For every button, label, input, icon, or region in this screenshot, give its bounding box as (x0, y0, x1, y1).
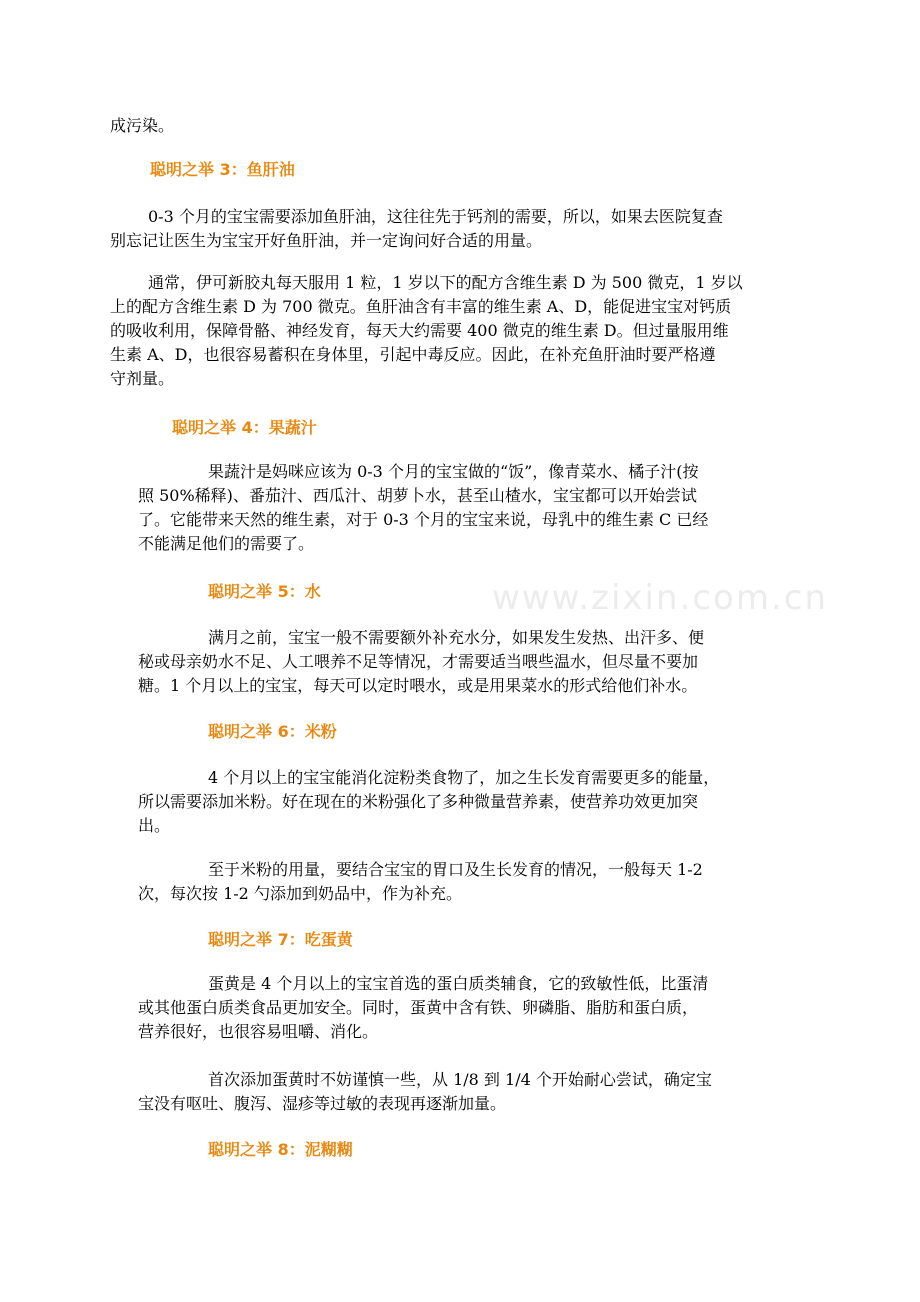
paragraph-juice (138, 460, 708, 556)
section-heading-4: 聪明之举 4：果蔬汁 (172, 418, 317, 437)
text-line: 至于米粉的用量，要结合宝宝的胃口及生长发育的情况，一般每天 1-2 (208, 860, 703, 879)
paragraph-rice-cereal-amount (138, 858, 703, 906)
paragraph-egg-yolk-first-time (138, 1068, 712, 1116)
text-line: 生素 A、D，也很容易蓄积在身体里，引起中毒反应。因此，在补充鱼肝油时要严格遵 (110, 345, 716, 364)
text-line: 蛋黄是 4 个月以上的宝宝首选的蛋白质类辅食，它的致敏性低，比蛋清 (208, 974, 709, 993)
paragraph-rice-cereal (138, 766, 719, 838)
text-line: 果蔬汁是妈咪应该为 0-3 个月的宝宝做的“饭”，像青菜水、橘子汁(按 (208, 462, 699, 481)
watermark: www.zixin.com.cn (492, 578, 828, 618)
text-line: 出。 (138, 816, 171, 835)
section-heading-7: 聪明之举 7：吃蛋黄 (208, 930, 353, 949)
paragraph-egg-yolk (138, 972, 708, 1044)
section-heading-8: 聪明之举 8：泥糊糊 (208, 1140, 353, 1159)
text-line: 通常，伊可新胶丸每天服用 1 粒，1 岁以下的配方含维生素 D 为 500 微克，1 岁以 (148, 273, 743, 292)
text-line: 糖。1 个月以上的宝宝，每天可以定时喂水，或是用果菜水的形式给他们补水。 (138, 676, 698, 695)
text-line: 满月之前，宝宝一般不需要额外补充水分，如果发生发热、出汗多、便 (208, 628, 705, 647)
paragraph-fish-oil-dosage (110, 271, 743, 391)
text-line: 照 50%稀释)、番茄汁、西瓜汁、胡萝卜水，甚至山楂水，宝宝都可以开始尝试 (138, 486, 697, 505)
text-line: 0-3 个月的宝宝需要添加鱼肝油，这往往先于钙剂的需要，所以，如果去医院复查 (148, 207, 723, 226)
text-line: 秘或母亲奶水不足、人工喂养不足等情况，才需要适当喂些温水，但尽量不要加 (138, 652, 699, 671)
text-line: 所以需要添加米粉。好在现在的米粉强化了多种微量营养素，使营养功效更加突 (138, 792, 699, 811)
text-line: 营养很好，也很容易咀嚼、消化。 (138, 1022, 379, 1041)
text-line: 宝没有呕吐、腹泻、湿疹等过敏的表现再逐渐加量。 (138, 1094, 507, 1113)
text-line: 的吸收利用，保障骨骼、神经发育，每天大约需要 400 微克的维生素 D。但过量服用维 (110, 321, 729, 340)
text-line: 成污染。 (110, 116, 175, 135)
text-line: 别忘记让医生为宝宝开好鱼肝油，并一定询问好合适的用量。 (110, 231, 543, 250)
text-line: 上的配方含维生素 D 为 700 微克。鱼肝油含有丰富的维生素 A、D，能促进宝宝对钙质 (110, 297, 732, 316)
text-line: 守剂量。 (110, 369, 175, 388)
section-heading-3: 聪明之举 3：鱼肝油 (150, 160, 295, 179)
text-line: 4 个月以上的宝宝能消化淀粉类食物了，加之生长发育需要更多的能量， (208, 768, 720, 787)
section-heading-6: 聪明之举 6：米粉 (208, 722, 337, 741)
paragraph-tail (110, 114, 174, 138)
paragraph-fish-oil-intro (110, 205, 723, 253)
paragraph-water (138, 626, 704, 698)
text-line: 了。它能带来天然的维生素，对于 0-3 个月的宝宝来说，母乳中的维生素 C 已经 (138, 510, 709, 529)
section-heading-5: 聪明之举 5：水 (208, 582, 321, 601)
text-line: 不能满足他们的需要了。 (138, 534, 315, 553)
text-line: 次，每次按 1-2 勺添加到奶品中，作为补充。 (138, 884, 462, 903)
text-line: 首次添加蛋黄时不妨谨慎一些，从 1/8 到 1/4 个开始耐心尝试，确定宝 (208, 1070, 712, 1089)
text-line: 或其他蛋白质类食品更加安全。同时，蛋黄中含有铁、卵磷脂、脂肪和蛋白质， (138, 998, 699, 1017)
